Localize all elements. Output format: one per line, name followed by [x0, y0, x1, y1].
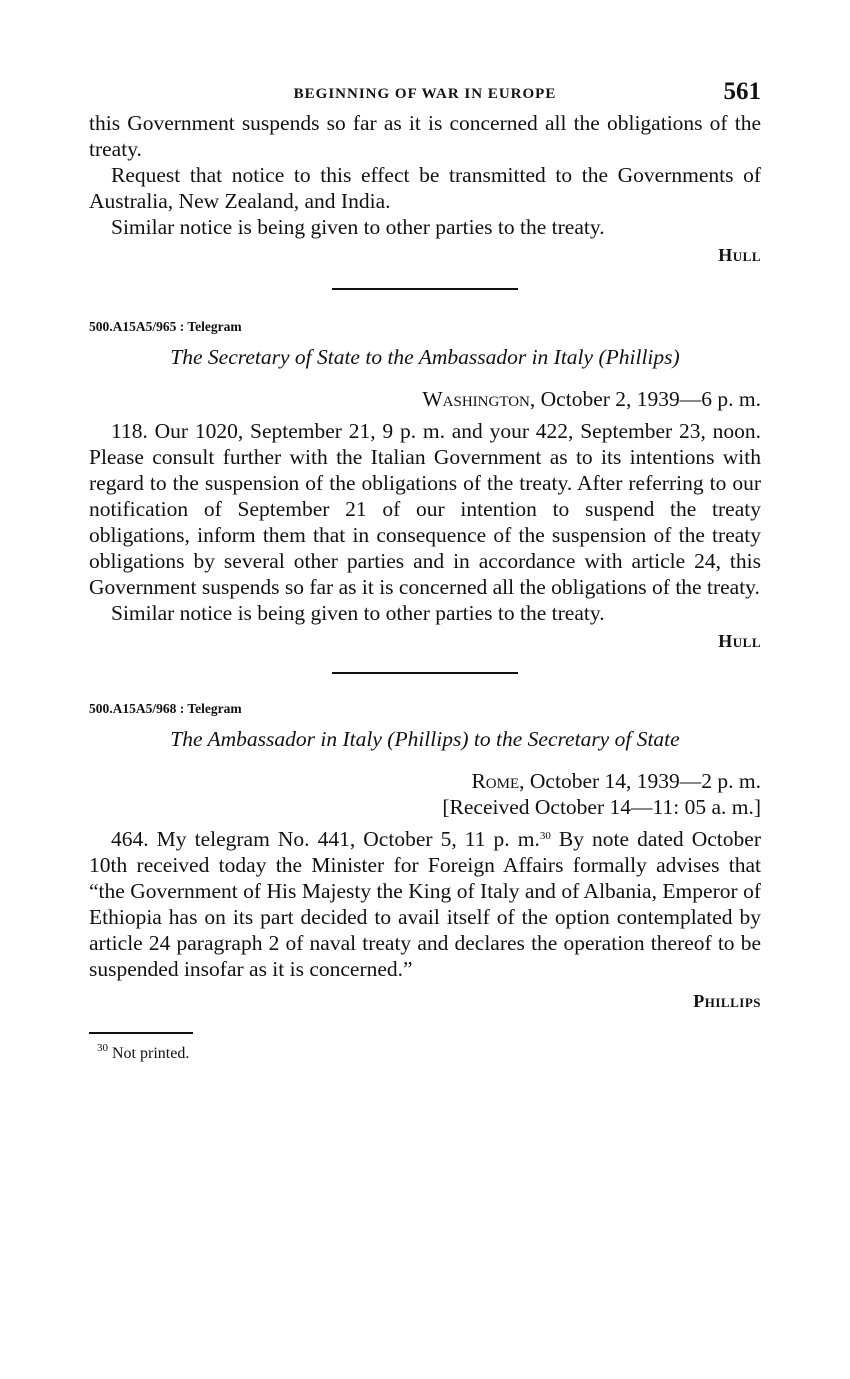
- page-number: 561: [723, 78, 761, 105]
- intro-paragraph-1: this Government suspends so far as it is concerned all the obligations of the treaty.: [89, 111, 761, 161]
- document-1: [89, 318, 761, 654]
- footnote-rule: [89, 1032, 193, 1034]
- doc2-dateline: [89, 768, 761, 794]
- doc2-heading-name: Phillips: [394, 727, 462, 751]
- doc1-paragraph-1: 118. Our 1020, September 21, 9 p. m. and your 422, September 23, noon. Please consult further with the Italian Government as to its intentions with regard to the suspension of the obligations of the treaty. After referring to our notification of September 21 of our intention to suspend the treaty obligations, inform them that in consequence of the suspension of the treaty obligations by several other parties and in accordance with article 24, this Government suspends so far as it is concerned all the obligations of the treaty.: [89, 419, 761, 599]
- doc2-file-ref: 500.A15A5/968 : Telegram: [89, 701, 242, 716]
- doc1-paragraph-2: Similar notice is being given to other parties to the treaty.: [111, 601, 605, 625]
- doc1-heading-main: The Secretary of State to the Ambassador in Italy: [170, 345, 594, 369]
- doc1-date-rest: , October 2, 1939—6 p. m.: [529, 387, 761, 411]
- doc1-file-ref: 500.A15A5/965 : Telegram: [89, 319, 242, 334]
- running-title: BEGINNING OF WAR IN EUROPE: [293, 86, 557, 102]
- intro-signature: Hull: [718, 245, 761, 265]
- footnote-text: Not printed.: [108, 1045, 190, 1062]
- footnote: [89, 1044, 761, 1064]
- doc1-heading: The Secretary of State to the Ambassador in Italy (Phillips): [170, 345, 680, 369]
- doc2-paragraph-1-b: By note dated October 10th received today the Minister for Foreign Affairs formally advises that “the Government of His Majesty the King of Italy and of Albania, Emperor of Ethiopia has on its part decided to avail itself of the option contemplated by article 24 paragraph 2 of naval treaty and declares the operation thereof to be suspended insofar as it is concerned.”: [89, 827, 761, 981]
- doc2-date-place: Rome: [471, 769, 520, 793]
- intro-paragraph-2: Request that notice to this effect be transmitted to the Governments of Australia, New Zealand, and India.: [89, 163, 761, 213]
- doc1-heading-name: Phillips: [605, 345, 673, 369]
- intro-section: [89, 110, 761, 268]
- footnote-ref-30: 30: [539, 830, 551, 842]
- doc2-received: [Received October 14—11: 05 a. m.]: [442, 795, 761, 819]
- running-head: [89, 78, 761, 110]
- intro-paragraph-3: Similar notice is being given to other parties to the treaty.: [111, 215, 605, 239]
- doc2-date-rest: , October 14, 1939—2 p. m.: [519, 769, 761, 793]
- doc2-paragraph-1: [89, 826, 761, 982]
- section-divider-1: [332, 288, 518, 290]
- doc1-dateline: [89, 386, 761, 412]
- section-divider-2: [332, 672, 518, 674]
- doc2-signature: Phillips: [693, 991, 761, 1011]
- footnote-marker: 30: [97, 1042, 108, 1054]
- doc1-signature: Hull: [718, 631, 761, 651]
- doc2-paragraph-1-a: 464. My telegram No. 441, October 5, 11 p. m.: [111, 827, 540, 851]
- doc2-heading-prefix: The Ambassador in Italy: [170, 727, 382, 751]
- doc1-date-place: Washington: [422, 387, 530, 411]
- document-page: [89, 78, 761, 1064]
- document-2: [89, 700, 761, 1014]
- doc2-heading: The Ambassador in Italy (Phillips) to the Secretary of State: [170, 727, 680, 751]
- doc2-heading-suffix: to the Secretary of State: [473, 727, 680, 751]
